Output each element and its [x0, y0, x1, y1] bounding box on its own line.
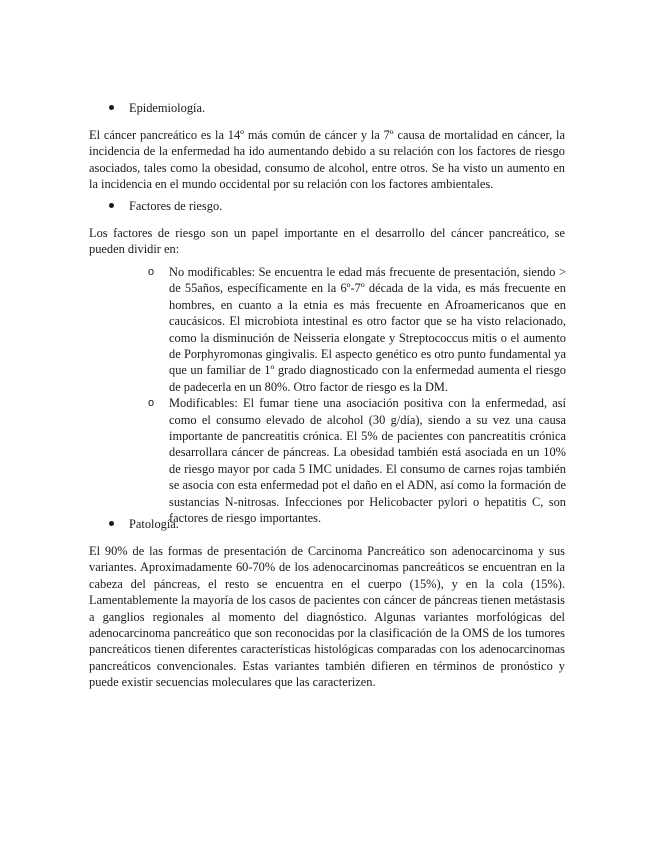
- heading-patologia: Patología.: [129, 517, 179, 531]
- circle-marker-icon: o: [148, 266, 155, 278]
- paragraph-epidemiologia: El cáncer pancreático es la 14º más común de cáncer y la 7º causa de mortalidad en cáncer, la incidencia de la enfermedad ha ido aumentando debido a su relación con los factores de riesgo asociados, tales como la obesidad, consumo de alcohol, entre otros. Se ha visto un aumento en la incidencia en el mundo occidental por su relación con los factores ambientales.: [89, 128, 565, 192]
- risk-factor-sublist: [148, 264, 566, 527]
- sublist-item-text: Modificables: El fumar tiene una asociación positiva con la enfermedad, así como el consumo elevado de alcohol (30 g/día), siendo a su vez una causa importante de pancreatitis crónica. El 5% de pacientes con pancreatitis crónica desarrollara cáncer de páncreas. La obesidad también está asociada en un 10% de riesgo mayor por cada 5 IMC unidades. El consumo de carnes rojas también se asocia con esta enfermedad pot el daño en el ADN, así como la formación de sustancias N-nitrosas. Infecciones por Helicobacter pylori o hepatitis C, son factores de riesgo importantes.: [169, 396, 566, 526]
- bullet-dot-icon: [109, 203, 114, 208]
- bullet-epidemiologia: [109, 100, 205, 116]
- heading-factores: Factores de riesgo.: [129, 199, 223, 213]
- paragraph-factores: Los factores de riesgo son un papel importante en el desarrollo del cáncer pancreático, se pueden dividir en:: [89, 226, 565, 257]
- bullet-patologia: [109, 516, 179, 532]
- sublist-item: [148, 264, 566, 395]
- circle-marker-icon: o: [148, 397, 155, 410]
- heading-epidemiologia: Epidemiología.: [129, 101, 206, 115]
- bullet-dot-icon: [109, 105, 114, 110]
- bullet-factores: [109, 198, 222, 214]
- sublist-item: [148, 395, 566, 526]
- paragraph-patologia: El 90% de las formas de presentación de Carcinoma Pancreático son adenocarcinoma y sus variantes. Aproximadamente 60-70% de los adenocarcinomas pancreáticos se encuentran en la cabeza del páncreas, el resto se encuentra en el cuerpo (15%), y en la cola (15%). Lamentablemente la mayoría de los casos de pacientes con cáncer de páncreas tienen metástasis a ganglios regionales al momento del diagnóstico. Algunas variantes morfológicas del adenocarcinoma pancreático que son reconocidas por la clasificación de la OMS de los tumores pancreáticos tienen diferentes características histológicas comparadas con los adenocarcinomas pancreáticos convencionales. Estas variantes también difieren en términos de pronóstico y puede existir secuencias moleculares que las caracterizen.: [89, 544, 565, 690]
- bullet-dot-icon: [109, 521, 114, 526]
- sublist-item-text: No modificables: Se encuentra le edad más frecuente de presentación, siendo > de 55años, específicamente en la 6º-7º década de la vida, es más frecuente en hombres, en cuanto a la etnia es más frecuente en Afroamericanos que en caucásicos. El microbiota intestinal es otro factor que se ha visto relacionado, como la disminución de Neisseria elongate y Streptococcus mitis o el aumento de Porphyromonas gingivalis. El aspecto genético es otro punto fundamental ya que un familiar de 1º grado diagnosticado con la enfermedad aumenta el riesgo de padecerla en un 80%. Otro factor de riesgo es la DM.: [169, 265, 566, 394]
